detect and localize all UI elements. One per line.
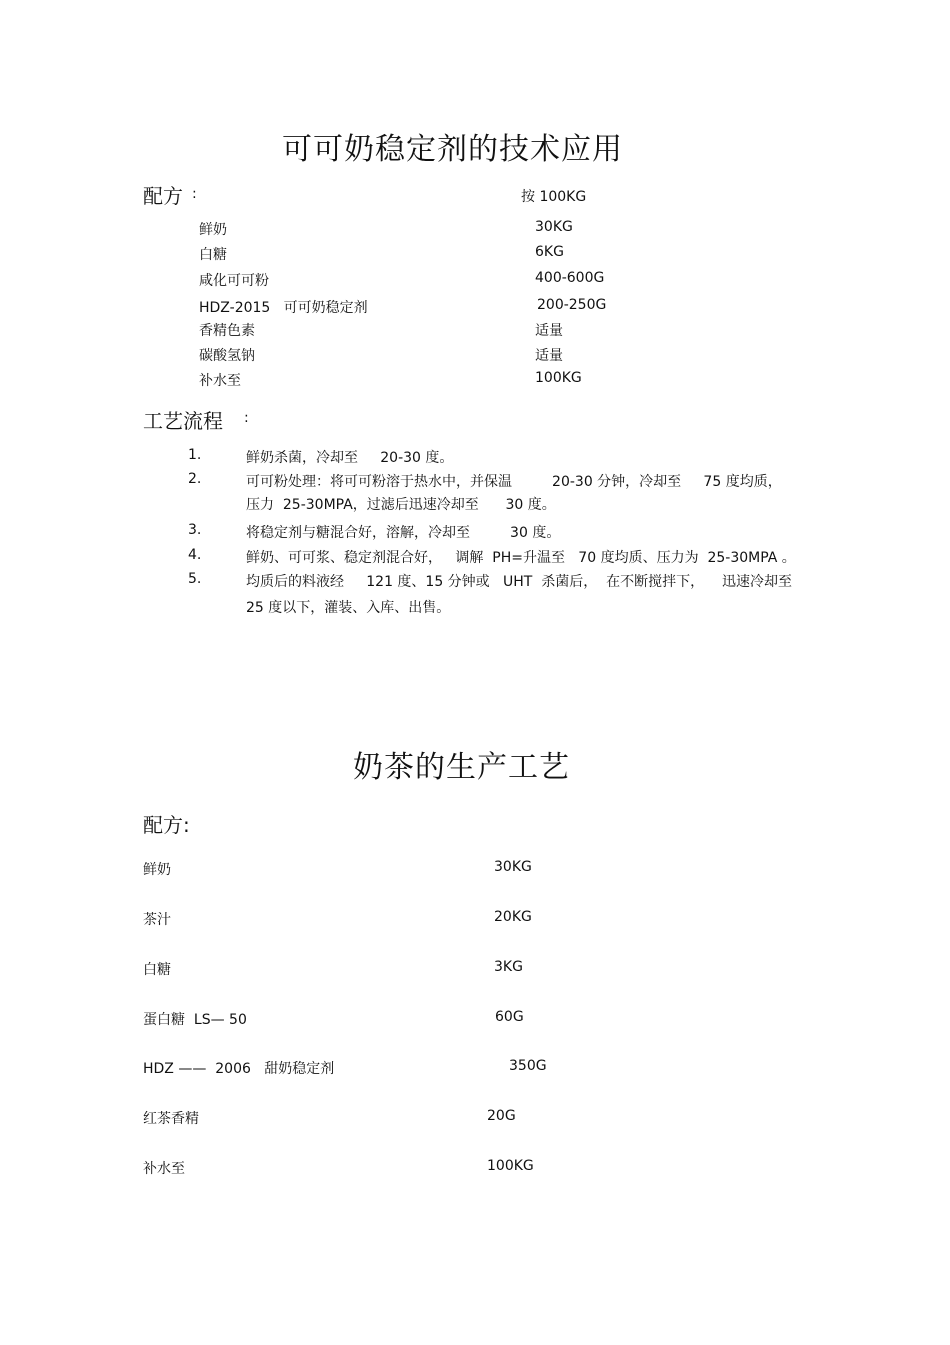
ingredient-name: 鲜奶 [199,222,227,238]
ingredient-amount: 350G [509,1058,547,1074]
section2-formula-label: 配方: [143,813,190,837]
section1-process-label: 工艺流程 [143,409,223,433]
ingredient-name: HDZ —— 2006 甜奶稳定剂 [143,1061,335,1077]
ingredient-amount: 100KG [487,1158,534,1174]
ingredient-name: 香精色素 [199,323,255,339]
ingredient-amount: 适量 [535,348,563,364]
step-number: 5. [188,571,202,587]
ingredient-amount: 400-600G [535,270,605,286]
step-text: 可可粉处理：将可可粉溶于热水中，并保温 20-30 分钟，冷却至 75 度均质， [246,474,782,490]
step-number: 3. [188,522,202,538]
step-number: 2. [188,471,202,487]
ingredient-name: 碳酸氢钠 [199,348,255,364]
ingredient-name: 白糖 [143,962,171,978]
ingredient-name: 红茶香精 [143,1111,199,1127]
section1-formula-colon: : [192,186,197,202]
ingredient-amount: 60G [495,1009,524,1025]
ingredient-amount: 20G [487,1108,516,1124]
step-text: 鲜奶、可可浆、稳定剂混合好， 调解 PH=升温至 70 度均质、压力为 25-30MPA 。 [246,550,796,566]
ingredient-name: 补水至 [143,1161,185,1177]
step-number: 1. [188,447,202,463]
ingredient-name: 补水至 [199,373,241,389]
ingredient-name: 鲜奶 [143,862,171,878]
ingredient-amount: 20KG [494,909,532,925]
ingredient-amount: 30KG [494,859,532,875]
ingredient-name: HDZ-2015 可可奶稳定剂 [199,300,368,316]
ingredient-amount: 适量 [535,323,563,339]
ingredient-amount: 30KG [535,219,573,235]
section1-basis: 按 100KG [521,189,587,205]
step-text: 将稳定剂与糖混合好，溶解，冷却至 30 度。 [246,525,561,541]
ingredient-amount: 6KG [535,244,564,260]
section1-process-colon: : [244,410,249,426]
step-text: 鲜奶杀菌，冷却至 20-30 度。 [246,450,454,466]
step-text-continued: 25 度以下，灌装、入库、出售。 [246,600,451,616]
step-text-continued: 压力 25-30MPA，过滤后迅速冷却至 30 度。 [246,497,556,513]
ingredient-name: 茶汁 [143,912,171,928]
section2-title: 奶茶的生产工艺 [353,750,570,785]
ingredient-amount: 100KG [535,370,582,386]
step-number: 4. [188,547,202,563]
ingredient-name: 咸化可可粉 [199,273,269,289]
ingredient-amount: 200-250G [537,297,607,313]
section1-formula-label: 配方 [143,184,183,208]
ingredient-name: 白糖 [199,247,227,263]
ingredient-amount: 3KG [494,959,523,975]
ingredient-name: 蛋白糖 LS— 50 [143,1012,247,1028]
section1-title: 可可奶稳定剂的技术应用 [282,132,623,167]
step-text: 均质后的料液经 121 度、15 分钟或 UHT 杀菌后， 在不断搅拌下， 迅速冷却至 [246,574,792,590]
